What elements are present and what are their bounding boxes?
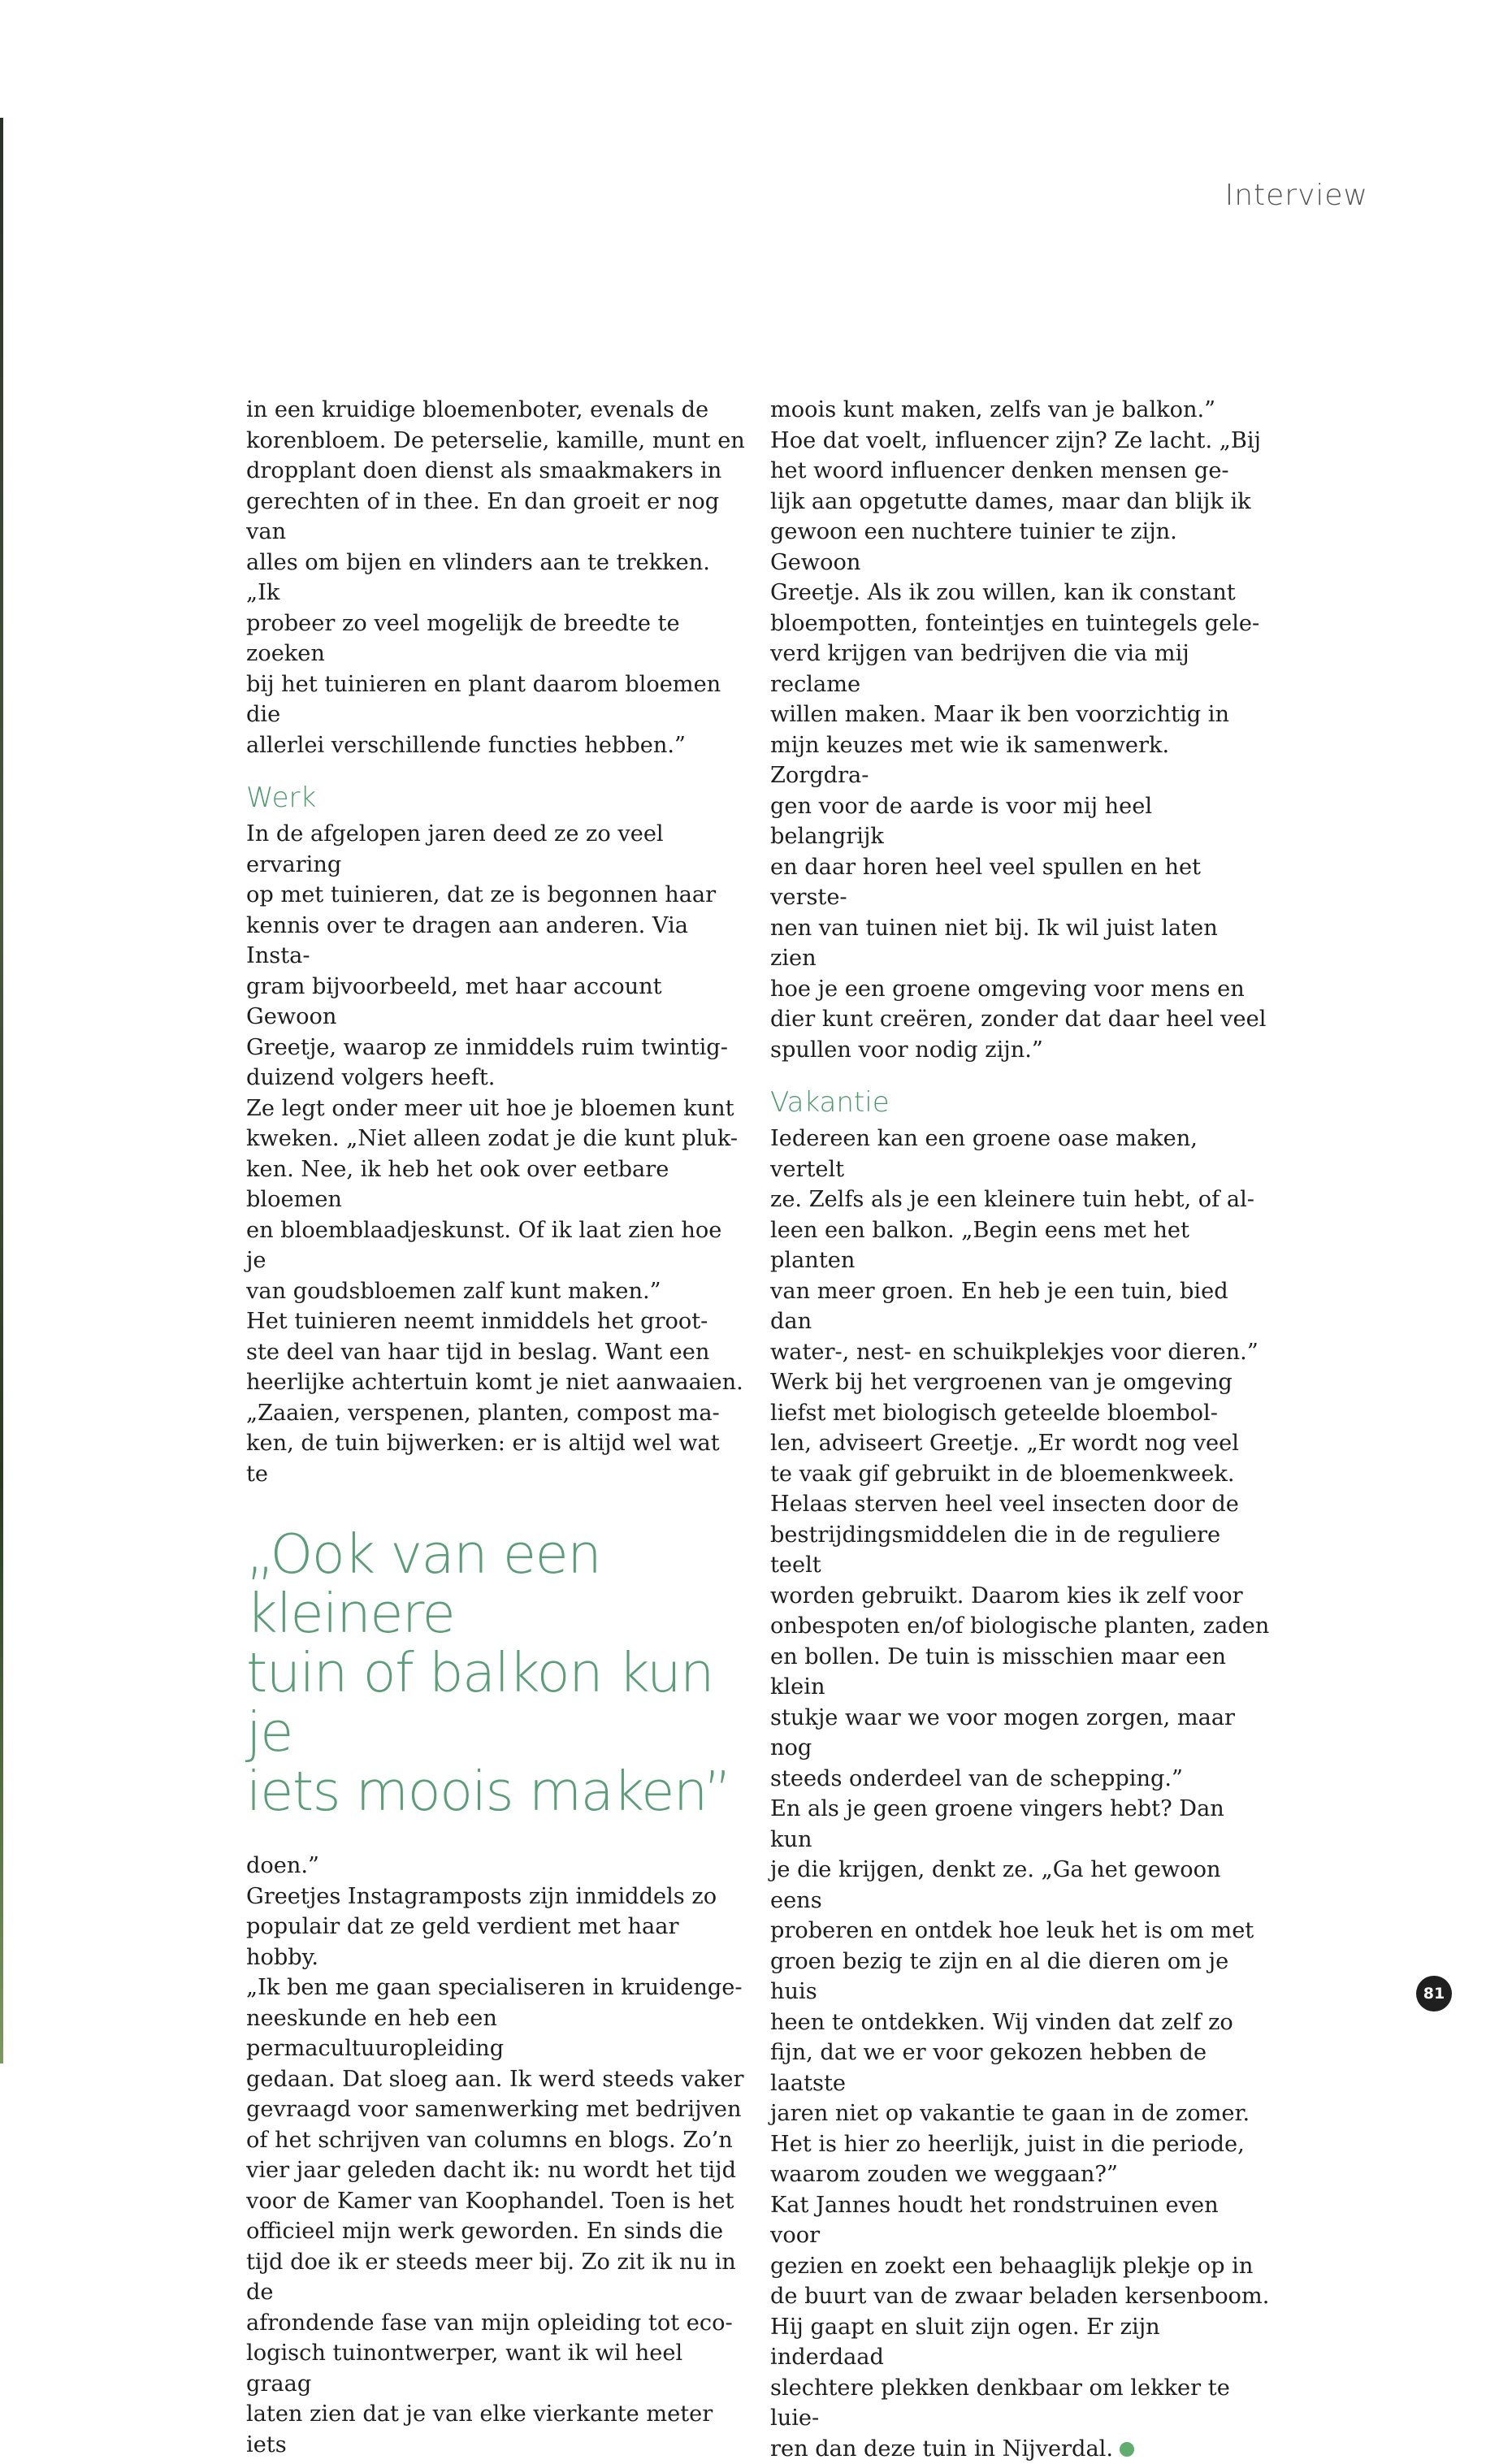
subheading-werk: Werk	[246, 782, 317, 814]
left-paragraph-1: in een kruidige bloemenboter, evenals de korenbloem. De peterselie, kamille, munt en dropplant doen dienst als smaakmakers in gerechten of in thee. En dan groeit er nog van alles om bijen en vlinders aan te trekken. „Ik probeer zo veel mogelijk de breedte te zoeken bij het tuinieren en plant daarom bloemen die allerlei verschillende functies hebben.”	[246, 397, 745, 758]
left-column	[246, 395, 746, 2460]
right-paragraph-2-text: Iedereen kan een groene oase maken, vertelt ze. Zelfs als je een kleinere tuin hebt, of al- leen een balkon. „Begin eens met het planten van meer groen. En heb je een tuin, bied dan water-, nest- en schuikplekjes voor dieren.” Werk bij het vergroenen van je omgeving liefst met biologisch geteelde bloembol- len, adviseert Greetje. „Er wordt nog veel te vaak gif gebruikt in de bloemenkweek. Helaas sterven heel veel insecten door de bestrijdingsmiddelen die in de reguliere teelt worden gebruikt. Daarom kies ik zelf voor onbespoten en/of biologische planten, zaden en bollen. De tuin is misschien maar een klein stukje waar we voor mogen zorgen, maar nog steeds onderdeel van de schepping.” En als je geen groene vingers hebt? Dan kun je die krijgen, denkt ze. „Ga het gewoon eens proberen en ontdek hoe leuk het is om met groen bezig te zijn en al die dieren om je huis heen te ontdekken. Wij vinden dat zelf zo fijn, dat we er voor gekozen hebben de laatste jaren niet op vakantie te gaan in de zomer. Het is hier zo heerlijk, juist in die periode, waarom zouden we weggaan?” Kat Jannes houdt het rondstruinen even voor gezien en zoekt een behaaglijk plekje op in de buurt van de zwaar beladen kersenboom. Hij gaapt en sluit zijn ogen. Er zijn inderdaad slechtere plekken denkbaar om lekker te luie- ren dan deze tuin in Nijverdal.	[770, 1126, 1270, 2462]
right-paragraph-2	[770, 1124, 1270, 2464]
end-of-article-dot-icon	[1120, 2442, 1134, 2457]
page-number-badge: 81	[1416, 1976, 1452, 2011]
section-label: Interview	[1224, 179, 1368, 212]
left-paragraph-2: In de afgelopen jaren deed ze zo veel ervaring op met tuinieren, dat ze is begonnen haar kennis over te dragen aan anderen. Via Insta- gram bijvoorbeeld, met haar account Gewoon Greetje, waarop ze inmiddels ruim twintig- duizend volgers heeft. Ze legt onder meer uit hoe je bloemen kunt kweken. „Niet alleen zodat je die kunt pluk- ken. Nee, ik heb het ook over eetbare bloemen en bloemblaadjeskunst. Of ik laat zien hoe je van goudsbloemen zalf kunt maken.” Het tuinieren neemt inmiddels het groot- ste deel van haar tijd in beslag. Want een heerlijke achtertuin komt je niet aanwaaien. „Zaaien, verspenen, planten, compost ma- ken, de tuin bijwerken: er is altijd wel wat te	[246, 821, 743, 1487]
subheading-vakantie: Vakantie	[770, 1086, 890, 1119]
photo-gutter-strip	[0, 118, 3, 2063]
left-paragraph-3: doen.” Greetjes Instagramposts zijn inmiddels zo populair dat ze geld verdient met haar hobby. „Ik ben me gaan specialiseren in kruidenge- neeskunde en heb een permacultuuropleiding gedaan. Dat sloeg aan. Ik werd steeds vaker gevraagd voor samenwerking met bedrijven of het schrijven van columns en blogs. Zo’n vier jaar geleden dacht ik: nu wordt het tijd voor de Kamer van Koophandel. Toen is het officieel mijn werk geworden. En sinds die tijd doe ik er steeds meer bij. Zo zit ik nu in de afrondende fase van mijn opleiding tot eco- logisch tuinontwerper, want ik wil heel graag laten zien dat je van elke vierkante meter iets	[246, 1853, 744, 2458]
right-column	[770, 395, 1270, 2464]
pull-quote: „Ook van een kleinere tuin of balkon kun je iets moois maken”	[246, 1522, 731, 1823]
right-paragraph-1: moois kunt maken, zelfs van je balkon.” Hoe dat voelt, influencer zijn? Ze lacht. „Bij het woord influencer denken mensen ge- lijk aan opgetutte dames, maar dan blijk ik gewoon een nuchtere tuinier te zijn. Gewoon Greetje. Als ik zou willen, kan ik constant bloempotten, fonteintjes en tuintegels gele- verd krijgen van bedrijven die via mij reclame willen maken. Maar ik ben voorzichtig in mijn keuzes met wie ik samenwerk. Zorgdra- gen voor de aarde is voor mij heel belangrijk en daar horen heel veel spullen en het verste- nen van tuinen niet bij. Ik wil juist laten zien hoe je een groene omgeving voor mens en dier kunt creëren, zonder dat daar heel veel spullen voor nodig zijn.”	[770, 397, 1267, 1063]
